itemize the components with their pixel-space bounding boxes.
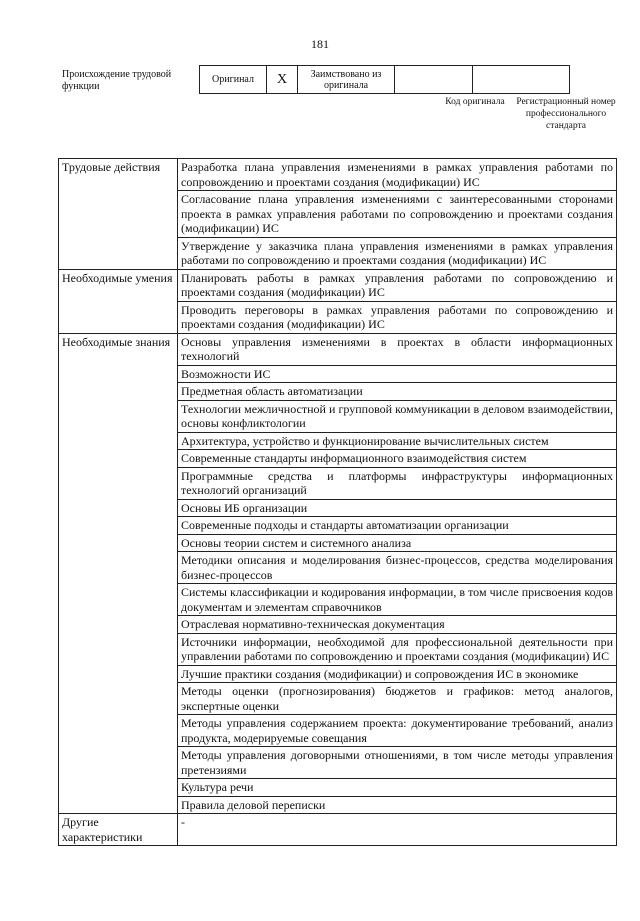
table-row (59, 814, 617, 846)
item-cell: Согласование плана управления изменениями с заинтересованными сторонами проекта в рамках управления работами по сопровождению и проектами создания (модификации) ИС (178, 191, 617, 238)
item-cell: Архитектура, устройство и функционирование вычислительных систем (178, 432, 617, 450)
code-caption: Код оригинала (445, 97, 505, 107)
item-cell: Источники информации, необходимой для профессиональной деятельности при управлении работами по сопровождению и проектами создания (модификации) ИС (178, 633, 617, 665)
item-cell: Проводить переговоры в рамках управления работами по сопровождению и проектами создания (модификации) ИС (178, 301, 617, 333)
reg-caption: Регистрационный номер профессионального стандарта (516, 97, 616, 131)
category-cell: Необходимые умения (59, 269, 178, 333)
borrowed-cell: Заимствовано из оригинала (298, 66, 395, 94)
category-cell: Другие характеристики (59, 814, 178, 846)
item-cell: Методы оценки (прогнозирования) бюджетов и графиков: метод аналогов, экспертные оценки (178, 683, 617, 715)
item-cell: Программные средства и платформы инфраструктуры информационных технологий организаций (178, 467, 617, 499)
item-cell: Предметная область автоматизации (178, 383, 617, 401)
item-cell: Утверждение у заказчика плана управления изменениями в рамках управления работами по сопровождению и проектами создания (модификации) ИС (178, 237, 617, 269)
table-row (59, 333, 617, 365)
item-cell: Правила деловой переписки (178, 796, 617, 814)
item-cell: Лучшие практики создания (модификации) и сопровождения ИС в экономике (178, 665, 617, 683)
item-cell: Отраслевая нормативно-техническая документация (178, 616, 617, 634)
category-cell: Необходимые знания (59, 333, 178, 814)
table-row (59, 159, 617, 191)
item-cell: Основы ИБ организации (178, 499, 617, 517)
page-number: 181 (311, 37, 329, 51)
item-cell: Основы теории систем и системного анализа (178, 534, 617, 552)
item-cell: Методики описания и моделирования бизнес-процессов, средства моделирования бизнес-процессов (178, 552, 617, 584)
item-cell: Возможности ИС (178, 365, 617, 383)
original-cell: Оригинал (200, 66, 267, 94)
functions-table (58, 158, 617, 846)
item-cell: Культура речи (178, 779, 617, 797)
table-row (59, 269, 617, 301)
category-cell: Трудовые действия (59, 159, 178, 270)
item-cell: Разработка плана управления изменениями в рамках управления работами по сопровождению и проектами создания (модификации) ИС (178, 159, 617, 191)
item-cell: Планировать работы в рамках управления работами по сопровождению и проектами создания (модификации) ИС (178, 269, 617, 301)
item-cell: Современные стандарты информационного взаимодействия систем (178, 450, 617, 468)
item-cell: Технологии межличностной и групповой коммуникации в деловом взаимодействии, основы конфликтологии (178, 400, 617, 432)
original-mark: X (267, 66, 298, 94)
item-cell: Системы классификации и кодирования информации, в том числе присвоения кодов документам и элементам справочников (178, 584, 617, 616)
item-cell: Методы управления содержанием проекта: документирование требований, анализ продукта, модерируемые совещания (178, 715, 617, 747)
reg-number-cell (473, 66, 570, 94)
item-cell: - (178, 814, 617, 846)
item-cell: Современные подходы и стандарты автоматизации организации (178, 517, 617, 535)
item-cell: Основы управления изменениями в проектах в области информационных технологий (178, 333, 617, 365)
origin-table (199, 65, 570, 94)
item-cell: Методы управления договорными отношениями, в том числе методы управления претензиями (178, 747, 617, 779)
origin-label: Происхождение трудовой функции (62, 69, 172, 92)
code-cell (395, 66, 473, 94)
